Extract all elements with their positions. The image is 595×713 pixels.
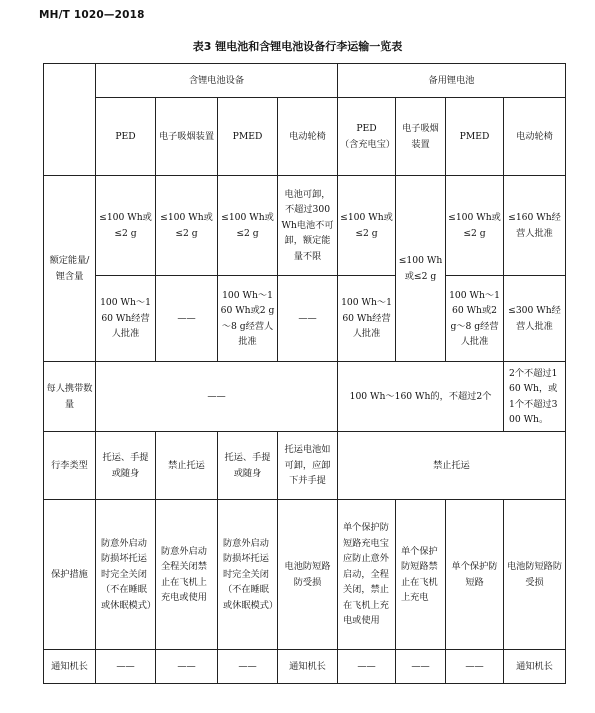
protect-ecig: 防意外启动全程关闭禁止在飞机上充电或使用	[156, 500, 218, 650]
protect-wheelchair: 电池防短路防受损	[278, 500, 338, 650]
carry-contains: ——	[96, 362, 338, 432]
notify-ecig: ——	[156, 650, 218, 684]
notify-ped: ——	[96, 650, 156, 684]
rated-bottom-pmed-spare: 100 Wh～160 Wh或2 g～8 g经营人批准	[446, 276, 504, 362]
col-ped: PED	[96, 98, 156, 176]
luggage-ped: 托运、手提或随身	[96, 432, 156, 500]
table-row	[44, 276, 566, 362]
carry-spare-common: 100 Wh～160 Wh的，不超过2个	[338, 362, 504, 432]
col-wheelchair: 电动轮椅	[278, 98, 338, 176]
col-wheelchair-spare: 电动轮椅	[504, 98, 566, 176]
notify-ped-spare: ——	[338, 650, 396, 684]
notify-pmed: ——	[218, 650, 278, 684]
notify-pmed-spare: ——	[446, 650, 504, 684]
row-label-notify: 通知机长	[44, 650, 96, 684]
protect-pmed: 防意外启动防损坏托运时完全关闭（不在睡眠或休眠模式）	[218, 500, 278, 650]
table-row	[44, 176, 566, 276]
rated-top-wheelchair: 电池可卸，不超过300 Wh电池不可卸，额定能量不限	[278, 176, 338, 276]
rated-top-pmed: ≤100 Wh或≤2 g	[218, 176, 278, 276]
col-ecig-spare: 电子吸烟装置	[396, 98, 446, 176]
table-title: 表3 锂电池和含锂电池设备行李运输一览表	[192, 40, 403, 53]
table-row	[44, 362, 566, 432]
table-row	[44, 432, 566, 500]
luggage-pmed: 托运、手提或随身	[218, 432, 278, 500]
row-label-luggage: 行李类型	[44, 432, 96, 500]
table-row	[44, 64, 566, 98]
group-spare-header: 备用锂电池	[338, 64, 566, 98]
table-row	[44, 650, 566, 684]
rated-bottom-ped: 100 Wh～160 Wh经营人批准	[96, 276, 156, 362]
rated-ecig-spare: ≤100 Wh或≤2 g	[396, 176, 446, 362]
rated-top-ped: ≤100 Wh或≤2 g	[96, 176, 156, 276]
carry-wheelchair-spare: 2个不超过160 Wh，或1个不超过300 Wh。	[504, 362, 566, 432]
rated-top-ecig: ≤100 Wh或≤2 g	[156, 176, 218, 276]
protect-ped: 防意外启动防损坏托运时完全关闭（不在睡眠或休眠模式）	[96, 500, 156, 650]
notify-ecig-spare: ——	[396, 650, 446, 684]
rated-bottom-ped-spare: 100 Wh～160 Wh经营人批准	[338, 276, 396, 362]
row-label-protect: 保护措施	[44, 500, 96, 650]
col-pmed-spare: PMED	[446, 98, 504, 176]
row-label-carry: 每人携带数量	[44, 362, 96, 432]
lithium-battery-table	[43, 63, 566, 684]
notify-wheelchair: 通知机长	[278, 650, 338, 684]
rated-bottom-wheelchair: ——	[278, 276, 338, 362]
notify-wheelchair-spare: 通知机长	[504, 650, 566, 684]
protect-ped-spare: 单个保护防短路充电宝应防止意外启动，全程关闭，禁止在飞机上充电或使用	[338, 500, 396, 650]
col-ecig: 电子吸烟装置	[156, 98, 218, 176]
rated-bottom-ecig: ——	[156, 276, 218, 362]
col-ped-spare-line2: （含充电宝）	[340, 138, 396, 150]
row-label-rated: 额定能量/锂含量	[44, 176, 96, 362]
rated-bottom-wheelchair-spare: ≤300 Wh经营人批准	[504, 276, 566, 362]
col-pmed: PMED	[218, 98, 278, 176]
luggage-ecig: 禁止托运	[156, 432, 218, 500]
group-contains-header: 含锂电池设备	[96, 64, 338, 98]
corner-cell	[44, 64, 96, 176]
luggage-spare: 禁止托运	[338, 432, 566, 500]
rated-top-ped-spare: ≤100 Wh或≤2 g	[338, 176, 396, 276]
document-header-code: MH/T 1020—2018	[39, 9, 145, 21]
rated-bottom-pmed: 100 Wh～160 Wh或2 g～8 g经营人批准	[218, 276, 278, 362]
col-ped-spare-line1: PED	[356, 123, 377, 134]
table-row	[44, 500, 566, 650]
col-ped-spare	[338, 98, 396, 176]
rated-top-pmed-spare: ≤100 Wh或≤2 g	[446, 176, 504, 276]
luggage-wheelchair: 托运电池如可卸，应卸下并手提	[278, 432, 338, 500]
rated-top-wheelchair-spare: ≤160 Wh经营人批准	[504, 176, 566, 276]
protect-ecig-spare: 单个保护防短路禁止在飞机上充电	[396, 500, 446, 650]
table-row	[44, 98, 566, 176]
protect-pmed-spare: 单个保护防短路	[446, 500, 504, 650]
protect-wheelchair-spare: 电池防短路防受损	[504, 500, 566, 650]
